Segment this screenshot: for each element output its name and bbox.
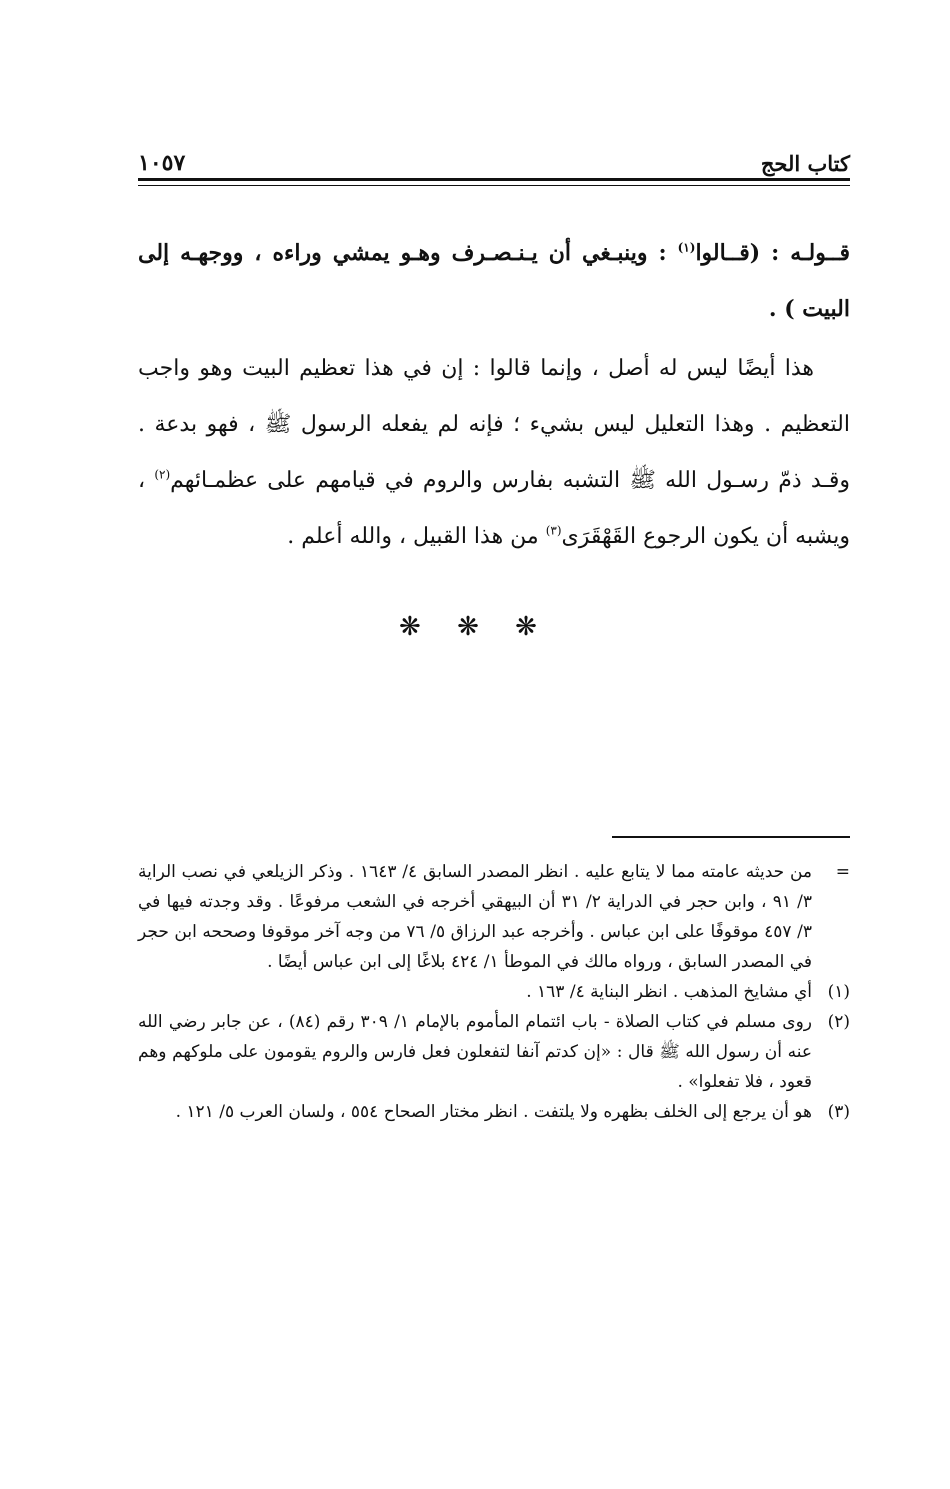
page-number: ١٠٥٧: [138, 150, 186, 176]
commentary-text: هذا أيضًا ليس له أصل ، وإنما قالوا : إن في هذا تعظيم البيت وهو واجب التعظيم . وهذا التعليل ليس بشيء ؛ فإنه لم يفعله الرسول ﷺ ، فهو بدعة . وقـد ذمّ رسـول الله ﷺ التشبه بفارس والروم في قيامهم على عظمـائهم: [138, 356, 851, 493]
footnote-ref-1: (١): [677, 240, 696, 255]
header-rule-thin: [138, 185, 850, 186]
quoted-statement: [138, 225, 850, 337]
footnote-marker: (١): [827, 982, 850, 1002]
chapter-title: كتاب الحج: [760, 151, 850, 176]
footnote-continued: [138, 857, 850, 977]
commentary-text-mid: ، ويشبه أن يكون الرجوع القَهْقَرَى: [138, 468, 850, 549]
footnote-text: أي مشايخ المذهب . انظر البناية ٤/ ١٦٣ .: [526, 982, 812, 1002]
page-header: [138, 140, 850, 176]
footnotes: [138, 857, 850, 1127]
footnote-3: [138, 1097, 850, 1127]
footnote-1: [138, 977, 850, 1007]
footnote-marker: =: [835, 862, 850, 882]
footnote-text: هو أن يرجع إلى الخلف بظهره ولا يلتفت . انظر مختار الصحاح ٥٥٤ ، ولسان العرب ٥/ ١٢١ .: [175, 1102, 812, 1122]
commentary-text-end: من هذا القبيل ، والله أعلم .: [287, 524, 546, 549]
footnote-2: [138, 1007, 850, 1097]
footnote-ref-2: (٢): [154, 467, 171, 482]
quote-start: قــولـه : (قــالوا: [695, 240, 850, 266]
quote-rest: : وينبـغي أن يـنـصـرف وهـو يمشي وراءه ، ووجهـه إلى البيت ) .: [138, 240, 850, 322]
header-rule-thick: [138, 178, 850, 181]
footnote-text: روى مسلم في كتاب الصلاة - باب ائتمام المأموم بالإمام ١/ ٣٠٩ رقم (٨٤) ، عن جابر رضي الله عنه أن رسول الله ﷺ قال : «إن كدتم آنفا لتفعلون فعل فارس والروم يقومون على ملوكهم وهم قعود ، فلا تفعلوا» .: [138, 1012, 812, 1092]
main-text: [138, 225, 850, 565]
footnote-rule: [612, 836, 850, 838]
commentary-paragraph: [138, 341, 850, 565]
footnote-text: من حديثه عامته مما لا يتابع عليه . انظر المصدر السابق ٤/ ١٦٤٣ . وذكر الزيلعي في نصب الراية ٣/ ٩١ ، وابن حجر في الدراية ٢/ ٣١ أن البيهقي أخرجه في الشعب مرفوعًا . وقد وجدته فيها في ٣/ ٤٥٧ موقوفًا على ابن عباس . وأخرجه عبد الرزاق ٥/ ٧٦ من وجه آخر موقوفا وصححه ابن حجر في المصدر السابق ، ورواه مالك في الموطأ ١/ ٤٢٤ بلاغًا إلى ابن عباس أيضًا .: [138, 862, 812, 972]
section-separator: ❋ ❋ ❋: [399, 612, 551, 642]
footnote-marker: (٣): [827, 1102, 850, 1122]
footnote-marker: (٢): [827, 1012, 850, 1032]
footnote-ref-3: (٣): [545, 523, 562, 538]
